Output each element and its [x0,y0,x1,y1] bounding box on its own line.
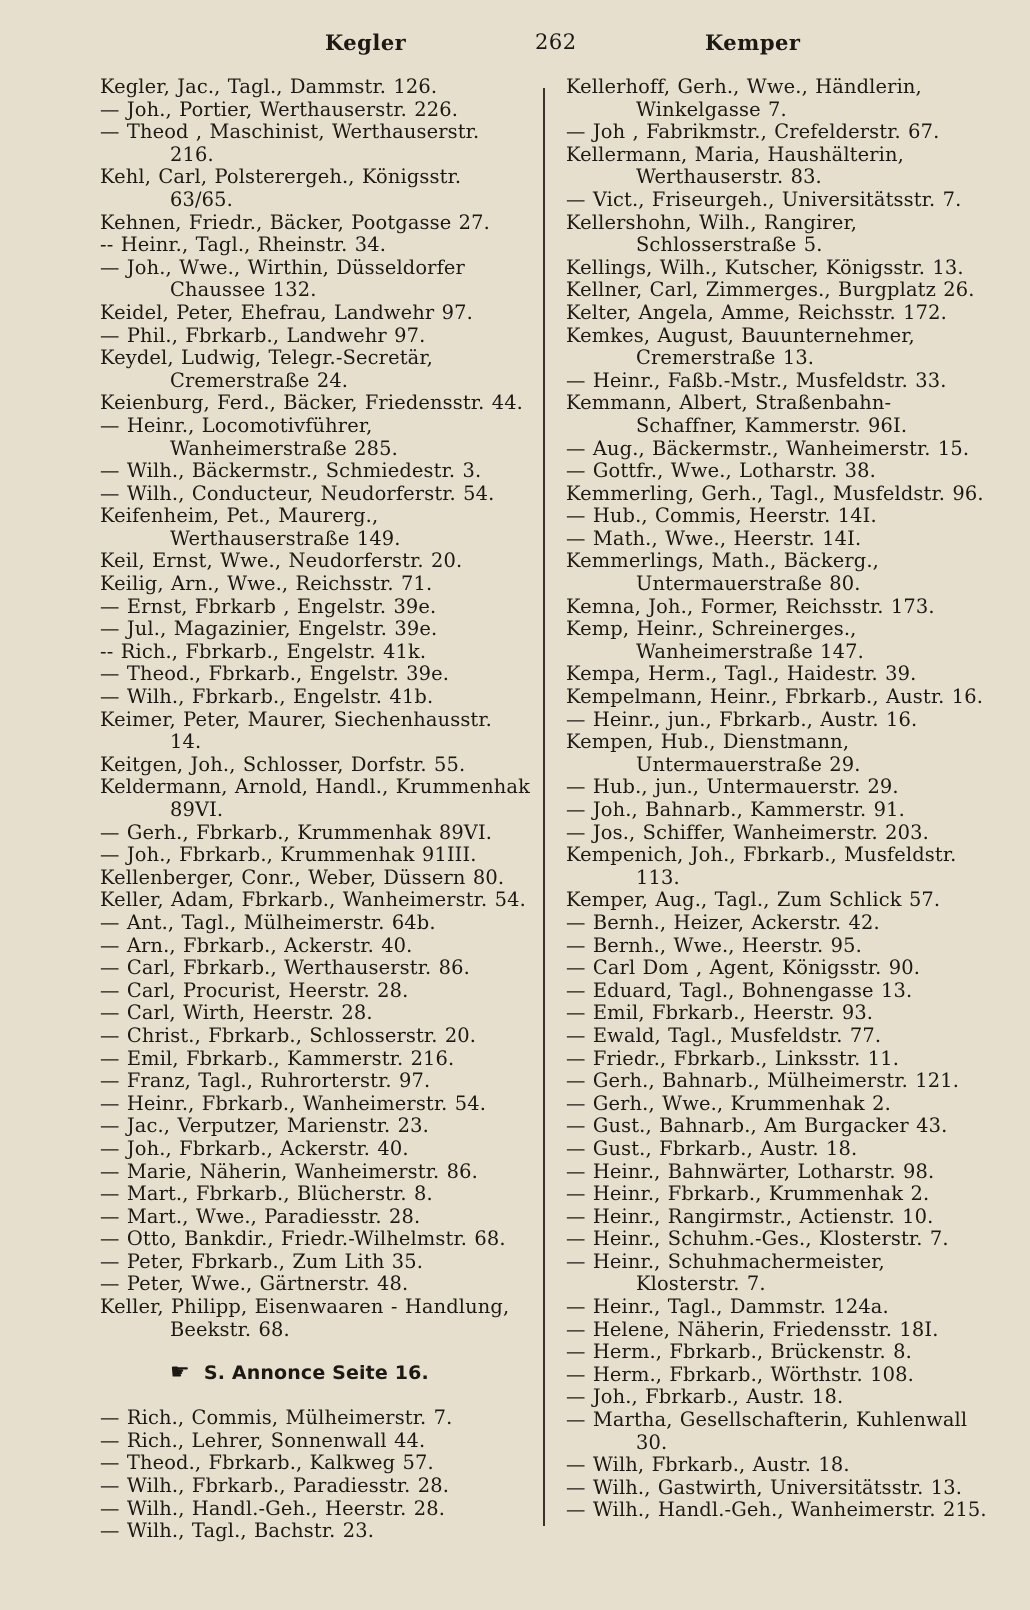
directory-entry: Kellershohn, Wilh., Rangirer, Schlosserstraße 5. [566,210,858,257]
directory-entry: Kempenich, Joh., Fbrkarb., Musfeldstr. 113. [566,843,957,889]
directory-entry: Kelter, Angela, Amme, Reichsstr. 172. [566,300,947,324]
directory-entry: — Mart., Wwe., Paradiesstr. 28. [100,1204,421,1228]
left-entries-after-notice [100,1407,530,1543]
directory-entry: — Heinr., Schuhm.-Ges., Klosterstr. 7. [566,1227,949,1251]
directory-entry: — Bernh., Wwe., Heerstr. 95. [566,933,862,957]
directory-entry: — Peter, Wwe., Gärtnerstr. 48. [100,1272,409,1296]
directory-entry: — Heinr., Tagl., Dammstr. 124a. [566,1295,889,1319]
directory-entry: Kellermann, Maria, Haushälterin, Werthauserstr. 83. [566,142,904,189]
directory-entry: — Heinr., Locomotivführer, Wanheimerstraße 285. [100,413,398,460]
right-entries [566,76,991,1522]
directory-entry: — Carl, Wirth, Heerstr. 28. [100,1001,373,1025]
directory-entry: — Ernst, Fbrkarb , Engelstr. 39e. [100,594,437,618]
directory-entry: — Christ., Fbrkarb., Schlosserstr. 20. [100,1023,477,1047]
directory-entry: Keitgen, Joh., Schlosser, Dorfstr. 55. [100,752,466,776]
directory-entry: Kemmann, Albert, Straßenbahn-Schaffner, Kammerstr. 96I. [566,391,908,437]
directory-entry: — Heinr., jun., Fbrkarb., Austr. 16. [566,707,918,731]
directory-entry: Keienburg, Ferd., Bäcker, Friedensstr. 44. [100,391,523,415]
directory-entry: — Friedr., Fbrkarb., Linksstr. 11. [566,1046,900,1070]
directory-entry: -- Rich., Fbrkarb., Engelstr. 41k. [100,639,427,663]
directory-entry: Kellenberger, Conr., Weber, Düssern 80. [100,865,505,889]
directory-entry: Keilig, Arn., Wwe., Reichsstr. 71. [100,572,433,596]
directory-entry: — Hub., jun., Untermauerstr. 29. [566,775,899,799]
directory-entry: — Otto, Bankdir., Friedr.-Wilhelmstr. 68. [100,1227,506,1251]
directory-entry: — Ant., Tagl., Mülheimerstr. 64b. [100,910,436,934]
directory-entry: — Heinr., Fbrkarb., Wanheimerstr. 54. [100,1091,487,1115]
directory-entry: Keydel, Ludwig, Telegr.-Secretär, Cremerstraße 24. [100,346,433,392]
directory-entry: — Wilh., Handl.-Geh., Wanheimerstr. 215. [566,1498,987,1522]
directory-entry: — Marie, Näherin, Wanheimerstr. 86. [100,1159,478,1183]
directory-entry: — Rich., Commis, Mülheimerstr. 7. [100,1406,453,1430]
directory-entry: — Joh , Fabrikmstr., Crefelderstr. 67. [566,120,940,144]
directory-entry: Keldermann, Arnold, Handl., Krummenhak 89VI. [100,775,530,821]
left-entries-before-notice [100,76,530,1341]
right-column [566,76,991,1522]
directory-entry: Kemna, Joh., Former, Reichsstr. 173. [566,594,935,618]
header-left-keyword: Kegler [325,30,407,55]
directory-entry: — Math., Wwe., Heerstr. 14I. [566,526,862,550]
directory-entry: — Joh., Fbrkarb., Ackerstr. 40. [100,1136,409,1160]
directory-entry: — Wilh., Bäckermstr., Schmiedestr. 3. [100,459,482,483]
directory-entry: — Joh., Fbrkarb., Austr. 18. [566,1385,844,1409]
directory-entry: — Vict., Friseurgeh., Universitätsstr. 7. [566,187,962,211]
directory-entry: — Joh., Bahnarb., Kammerstr. 91. [566,798,905,821]
directory-entry: Kemp, Heinr., Schreinerges., Wanheimerstraße 147. [566,617,864,663]
directory-entry: — Wilh., Fbrkarb., Engelstr. 41b. [100,685,434,709]
directory-entry: Kemmerling, Gerh., Tagl., Musfeldstr. 96. [566,481,984,505]
directory-entry: — Heinr., Schuhmachermeister, Klosterstr. 7. [566,1249,885,1296]
directory-entry: — Jac., Verputzer, Marienstr. 23. [100,1114,429,1138]
directory-entry: Keidel, Peter, Ehefrau, Landwehr 97. [100,300,473,324]
directory-entry: — Ewald, Tagl., Musfeldstr. 77. [566,1023,882,1047]
pointing-hand-icon: ☛ [170,1360,190,1386]
directory-entry: Kehnen, Friedr., Bäcker, Pootgasse 27. [100,210,490,234]
directory-entry: Kempa, Herm., Tagl., Haidestr. 39. [566,662,917,686]
directory-entry: Kempelmann, Heinr., Fbrkarb., Austr. 16. [566,685,984,709]
directory-entry: — Emil, Fbrkarb., Kammerstr. 216. [100,1046,455,1070]
directory-entry: — Helene, Näherin, Friedensstr. 18I. [566,1317,939,1341]
directory-entry: — Heinr., Rangirmstr., Actienstr. 10. [566,1204,934,1228]
directory-entry: — Heinr., Faßb.-Mstr., Musfeldstr. 33. [566,368,947,392]
directory-entry: Keil, Ernst, Wwe., Neudorferstr. 20. [100,549,463,573]
directory-entry: — Wilh., Fbrkarb., Paradiesstr. 28. [100,1474,450,1498]
directory-entry: Kemmerlings, Math., Bäckerg., Untermauerstraße 80. [566,549,879,596]
directory-entry: — Jul., Magazinier, Engelstr. 39e. [100,617,438,641]
directory-entry: — Theod., Fbrkarb., Kalkweg 57. [100,1451,434,1475]
directory-entry: — Aug., Bäckermstr., Wanheimerstr. 15. [566,436,970,460]
directory-entry: — Gust., Bahnarb., Am Burgacker 43. [566,1114,948,1138]
directory-entry: Keller, Adam, Fbrkarb., Wanheimerstr. 54. [100,888,526,912]
directory-entry: — Wilh., Gastwirth, Universitätsstr. 13. [566,1475,963,1499]
directory-entry: — Peter, Fbrkarb., Zum Lith 35. [100,1249,424,1273]
page-header [95,30,985,64]
directory-entry: Kehl, Carl, Polsterergeh., Königsstr. 63/65. [100,165,462,211]
directory-entry: — Bernh., Heizer, Ackerstr. 42. [566,910,880,934]
directory-entry: — Eduard, Tagl., Bohnengasse 13. [566,978,913,1002]
page-number: 262 [535,30,577,54]
directory-entry: Kellerhoff, Gerh., Wwe., Händlerin, Winkelgasse 7. [566,75,922,121]
directory-entry: Kempen, Hub., Dienstmann, Untermauerstraße 29. [566,730,861,776]
directory-entry: Kellner, Carl, Zimmerges., Burgplatz 26. [566,278,975,302]
directory-entry: Kellings, Wilh., Kutscher, Königsstr. 13. [566,255,964,279]
directory-entry: Keimer, Peter, Maurer, Siechenhausstr. 14. [100,707,492,754]
directory-entry: — Martha, Gesellschafterin, Kuhlenwall 30. [566,1408,968,1454]
directory-entry: — Phil., Fbrkarb., Landwehr 97. [100,323,426,347]
annonce-text: S. Annonce Seite 16. [203,1362,429,1385]
column-divider [543,88,545,1526]
directory-entry: — Heinr., Bahnwärter, Lotharstr. 98. [566,1159,935,1183]
directory-entry: — Gust., Fbrkarb., Austr. 18. [566,1136,858,1160]
directory-entry: Keller, Philipp, Eisenwaaren - Handlung, Beekstr. 68. [100,1295,510,1341]
directory-entry: -- Heinr., Tagl., Rheinstr. 34. [100,233,387,257]
directory-entry: Kemkes, August, Bauunternehmer, Cremerstraße 13. [566,323,915,370]
directory-entry: — Joh., Fbrkarb., Krummenhak 91III. [100,843,477,867]
directory-entry: — Carl, Fbrkarb., Werthauserstr. 86. [100,956,470,980]
directory-entry: — Wilh., Conducteur, Neudorferstr. 54. [100,481,495,505]
directory-entry: — Gerh., Fbrkarb., Krummenhak 89VI. [100,820,493,844]
directory-entry: — Franz, Tagl., Ruhrorterstr. 97. [100,1069,431,1093]
directory-entry: — Carl Dom , Agent, Königsstr. 90. [566,956,921,980]
directory-entry: — Herm., Fbrkarb., Brückenstr. 8. [566,1340,912,1364]
directory-entry: — Gerh., Wwe., Krummenhak 2. [566,1091,891,1115]
directory-entry: — Gerh., Bahnarb., Mülheimerstr. 121. [566,1069,960,1093]
directory-entry: — Carl, Procurist, Heerstr. 28. [100,978,409,1002]
directory-entry: — Theod , Maschinist, Werthauserstr. 216. [100,120,480,166]
directory-entry: — Herm., Fbrkarb., Wörthstr. 108. [566,1362,914,1386]
directory-entry: — Jos., Schiffer, Wanheimerstr. 203. [566,820,929,844]
directory-entry: — Theod., Fbrkarb., Engelstr. 39e. [100,662,450,686]
directory-entry: — Arn., Fbrkarb., Ackerstr. 40. [100,933,413,957]
directory-entry: Kegler, Jac., Tagl., Dammstr. 126. [100,75,438,98]
directory-entry: — Rich., Lehrer, Sonnenwall 44. [100,1428,426,1452]
directory-entry: — Joh., Wwe., Wirthin, Düsseldorfer Chaussee 132. [100,255,465,302]
directory-entry: Kemper, Aug., Tagl., Zum Schlick 57. [566,888,941,912]
directory-entry: — Wilh., Handl.-Geh., Heerstr. 28. [100,1496,446,1520]
directory-entry: — Hub., Commis, Heerstr. 14I. [566,504,877,528]
header-right-keyword: Kemper [705,30,801,55]
directory-entry: — Joh., Portier, Werthauserstr. 226. [100,97,459,121]
directory-entry: Keifenheim, Pet., Maurerg., Werthauserstraße 149. [100,504,401,550]
annonce-notice [100,1361,530,1385]
directory-entry: — Heinr., Fbrkarb., Krummenhak 2. [566,1182,930,1206]
directory-entry: — Wilh., Tagl., Bachstr. 23. [100,1519,375,1543]
directory-entry: — Mart., Fbrkarb., Blücherstr. 8. [100,1182,433,1206]
directory-entry: — Gottfr., Wwe., Lotharstr. 38. [566,459,876,483]
left-column [100,76,530,1543]
directory-entry: — Emil, Fbrkarb., Heerstr. 93. [566,1001,874,1025]
directory-entry: — Wilh, Fbrkarb., Austr. 18. [566,1453,850,1477]
